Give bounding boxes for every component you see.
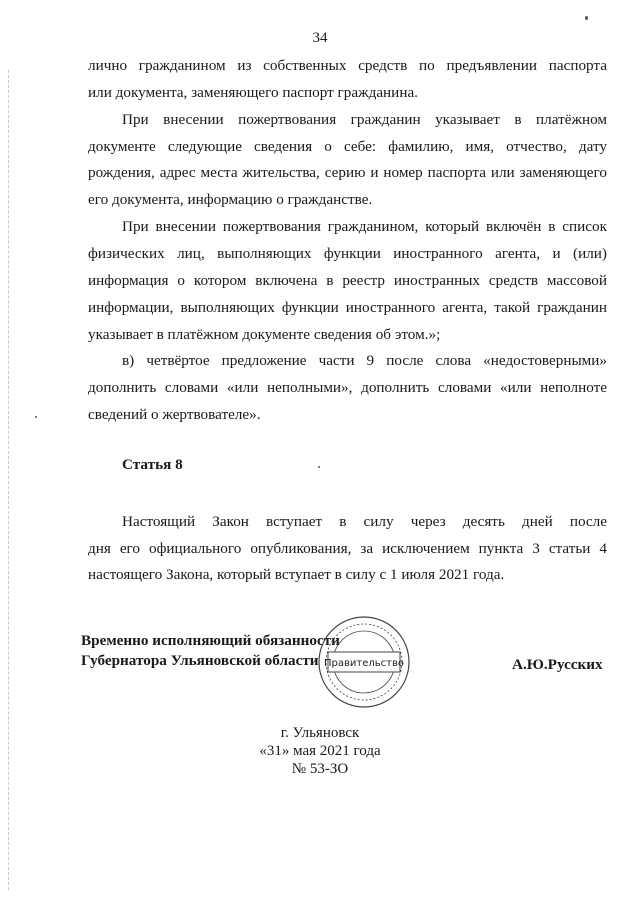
text-line: сведений о жертвователе».	[88, 406, 261, 423]
footer-number: № 53-ЗО	[291, 761, 349, 777]
text-line: указывает в платёжном документе сведения об этом.»;	[88, 326, 441, 343]
official-stamp	[316, 614, 412, 710]
footer-city: г. Ульяновск	[280, 725, 360, 741]
scan-speck	[585, 16, 588, 20]
signatory-title-line2: Губернатора Ульяновской области	[81, 652, 319, 669]
text-line: его документа, информацию о гражданстве.	[88, 191, 373, 208]
text-line: лично гражданином из собственных средств по предъявлении паспорта	[88, 57, 607, 74]
text-line: При внесении пожертвования гражданин указывает в платёжном	[122, 111, 607, 128]
page-number: 34	[312, 30, 328, 46]
text-line: дня его официального опубликования, за исключением пункта 3 статьи 4	[88, 540, 607, 557]
text-line: дополнить словами «или неполными», дополнить словами «или неполноте	[88, 379, 607, 396]
text-line: документе следующие сведения о себе: фамилию, имя, отчество, дату	[88, 138, 607, 155]
text-line: При внесении пожертвования гражданином, который включён в список	[122, 218, 607, 235]
text-line: информация о котором включена в реестр иностранных средств массовой	[88, 272, 607, 289]
text-line: настоящего Закона, который вступает в силу с 1 июля 2021 года.	[88, 566, 505, 583]
scan-speck	[318, 466, 320, 468]
text-line: физических лиц, выполняющих функции иностранного агента, и (или)	[88, 245, 607, 262]
footer-date: «31» мая 2021 года	[259, 743, 381, 759]
text-line: в) четвёртое предложение части 9 после слова «недостоверными»	[122, 352, 607, 369]
text-line: информации, выполняющих функции иностранного агента, такой гражданин	[88, 299, 607, 316]
text-line: или документа, заменяющего паспорт гражданина.	[88, 84, 418, 101]
stamp-text: Правительство	[324, 658, 404, 669]
text-line: рождения, адрес места жительства, серию и номер паспорта или заменяющего	[88, 164, 607, 181]
scan-speck	[35, 416, 37, 418]
text-line: Настоящий Закон вступает в силу через десять дней после	[122, 513, 607, 530]
signatory-title-line1: Временно исполняющий обязанности	[81, 632, 340, 649]
signatory-name: А.Ю.Русских	[512, 656, 603, 673]
article-heading: Статья 8	[122, 456, 183, 473]
